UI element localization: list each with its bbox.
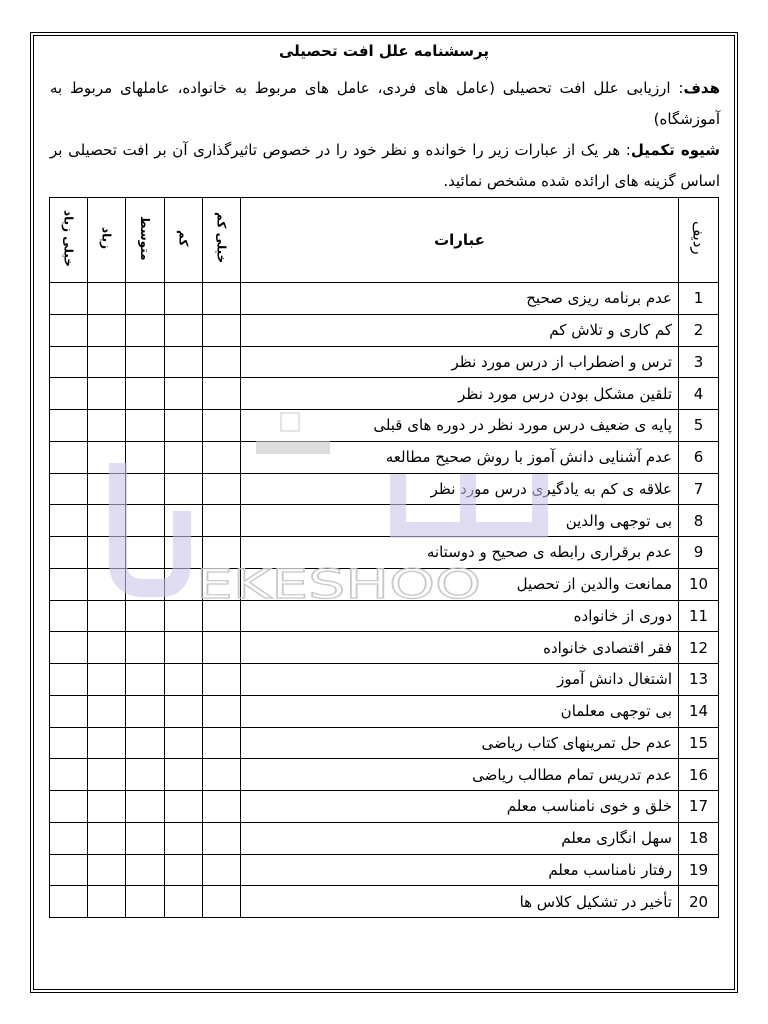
row-number-cell: 20	[679, 886, 719, 918]
statement-cell: کم کاری و تلاش کم	[241, 314, 679, 346]
statement-cell: بی توجهی والدین	[241, 505, 679, 537]
table-row	[50, 759, 719, 791]
rating-cell-medium	[126, 886, 165, 918]
header-row	[50, 198, 719, 283]
row-number-cell: 2	[679, 314, 719, 346]
header-rating-low-label: کم	[176, 229, 191, 247]
rating-cell-medium	[126, 410, 165, 442]
statement-cell: تلقین مشکل بودن درس مورد نظر	[241, 378, 679, 410]
row-number-cell: 19	[679, 854, 719, 886]
rating-cell-low	[165, 759, 203, 791]
rating-cell-low	[165, 441, 203, 473]
rating-cell-very-low	[203, 886, 241, 918]
watermark-text: EKESHOO	[196, 562, 481, 608]
rating-cell-medium	[126, 283, 165, 315]
row-number-cell: 5	[679, 410, 719, 442]
row-number-cell: 16	[679, 759, 719, 791]
row-number-cell: 7	[679, 473, 719, 505]
rating-cell-very-high	[50, 378, 88, 410]
table-row	[50, 441, 719, 473]
row-number-cell: 3	[679, 346, 719, 378]
goal-paragraph	[50, 73, 720, 135]
rating-cell-very-high	[50, 695, 88, 727]
rating-cell-low	[165, 822, 203, 854]
rating-cell-medium	[126, 822, 165, 854]
table-row	[50, 886, 719, 918]
statement-cell: عدم حل تمرینهای کتاب ریاضی	[241, 727, 679, 759]
rating-cell-high	[88, 791, 126, 823]
table-row	[50, 314, 719, 346]
rating-cell-low	[165, 283, 203, 315]
rating-cell-low	[165, 537, 203, 569]
rating-cell-high	[88, 727, 126, 759]
rating-cell-very-low	[203, 378, 241, 410]
rating-cell-medium	[126, 537, 165, 569]
statement-cell: عدم تدریس تمام مطالب ریاضی	[241, 759, 679, 791]
table-row	[50, 632, 719, 664]
table-row	[50, 505, 719, 537]
statement-cell: خلق و خوی نامناسب معلم	[241, 791, 679, 823]
rating-cell-low	[165, 568, 203, 600]
rating-cell-very-low	[203, 600, 241, 632]
table-row	[50, 537, 719, 569]
row-number-cell: 6	[679, 441, 719, 473]
row-number-cell: 14	[679, 695, 719, 727]
rating-cell-medium	[126, 695, 165, 727]
statement-cell: عدم برنامه ریزی صحیح	[241, 283, 679, 315]
rating-cell-low	[165, 314, 203, 346]
rating-cell-very-high	[50, 473, 88, 505]
rating-cell-medium	[126, 505, 165, 537]
statement-cell: ترس و اضطراب از درس مورد نظر	[241, 346, 679, 378]
rating-cell-very-low	[203, 854, 241, 886]
table-row	[50, 283, 719, 315]
rating-cell-medium	[126, 314, 165, 346]
rating-cell-low	[165, 664, 203, 696]
rating-cell-medium	[126, 632, 165, 664]
page-title: پرسشنامه علل افت تحصیلی	[278, 42, 490, 60]
row-number-cell: 11	[679, 600, 719, 632]
statement-cell: تأخیر در تشکیل کلاس ها	[241, 886, 679, 918]
header-statements: عبارات	[241, 198, 679, 283]
table-row	[50, 664, 719, 696]
instructions	[50, 73, 720, 197]
rating-cell-high	[88, 886, 126, 918]
statement-cell: رفتار نامناسب معلم	[241, 854, 679, 886]
rating-cell-very-low	[203, 346, 241, 378]
rating-cell-very-low	[203, 759, 241, 791]
header-rating-very-high-label: خیلی زیاد	[61, 209, 76, 267]
rating-cell-very-low	[203, 473, 241, 505]
rating-cell-high	[88, 568, 126, 600]
header-rating-very-low-label: خیلی کم	[214, 212, 229, 264]
header-rating-very-low	[203, 198, 241, 283]
rating-cell-medium	[126, 473, 165, 505]
rating-cell-low	[165, 791, 203, 823]
rating-cell-high	[88, 410, 126, 442]
rating-cell-very-high	[50, 410, 88, 442]
rating-cell-low	[165, 886, 203, 918]
rating-cell-high	[88, 664, 126, 696]
rating-cell-high	[88, 632, 126, 664]
rating-cell-medium	[126, 346, 165, 378]
row-number-cell: 1	[679, 283, 719, 315]
statement-cell: عدم برقراری رابطه ی صحیح و دوستانه	[241, 537, 679, 569]
table-row	[50, 473, 719, 505]
rating-cell-very-low	[203, 727, 241, 759]
rating-cell-low	[165, 632, 203, 664]
header-rating-medium-label: متوسط	[138, 215, 152, 261]
rating-cell-very-high	[50, 441, 88, 473]
rating-cell-medium	[126, 378, 165, 410]
rating-cell-very-low	[203, 822, 241, 854]
header-rating-low	[165, 198, 203, 283]
statement-cell: سهل انگاری معلم	[241, 822, 679, 854]
rating-cell-high	[88, 441, 126, 473]
rating-cell-medium	[126, 727, 165, 759]
table-row	[50, 378, 719, 410]
goal-label: هدف	[683, 79, 720, 97]
rating-cell-medium	[126, 854, 165, 886]
rating-cell-medium	[126, 664, 165, 696]
row-number-cell: 17	[679, 791, 719, 823]
header-row-number	[679, 198, 719, 283]
rating-cell-high	[88, 346, 126, 378]
row-number-cell: 4	[679, 378, 719, 410]
table-row	[50, 346, 719, 378]
rating-cell-very-high	[50, 346, 88, 378]
row-number-cell: 9	[679, 537, 719, 569]
table-row	[50, 822, 719, 854]
rating-cell-medium	[126, 568, 165, 600]
rating-cell-high	[88, 537, 126, 569]
rating-cell-very-low	[203, 664, 241, 696]
rating-cell-very-high	[50, 568, 88, 600]
rating-cell-medium	[126, 791, 165, 823]
table-header	[50, 198, 719, 283]
rating-cell-low	[165, 410, 203, 442]
rating-cell-low	[165, 854, 203, 886]
rating-cell-very-low	[203, 441, 241, 473]
rating-cell-very-high	[50, 727, 88, 759]
rating-cell-low	[165, 600, 203, 632]
header-rating-high	[88, 198, 126, 283]
statement-cell: ممانعت والدین از تحصیل	[241, 568, 679, 600]
method-label: شیوه تکمیل	[630, 141, 721, 159]
table-row	[50, 854, 719, 886]
rating-cell-very-low	[203, 537, 241, 569]
rating-cell-medium	[126, 759, 165, 791]
rating-cell-medium	[126, 441, 165, 473]
rating-cell-low	[165, 727, 203, 759]
rating-cell-very-high	[50, 632, 88, 664]
rating-cell-high	[88, 378, 126, 410]
table-row	[50, 727, 719, 759]
rating-cell-very-high	[50, 600, 88, 632]
row-number-cell: 12	[679, 632, 719, 664]
rating-cell-very-low	[203, 695, 241, 727]
header-row-number-label: ردیف	[689, 221, 708, 255]
rating-cell-very-high	[50, 283, 88, 315]
header-rating-very-high	[50, 198, 88, 283]
row-number-cell: 10	[679, 568, 719, 600]
header-rating-high-label: زیاد	[99, 226, 114, 250]
method-paragraph	[50, 135, 720, 197]
rating-cell-very-low	[203, 283, 241, 315]
rating-cell-very-high	[50, 854, 88, 886]
rating-cell-medium	[126, 600, 165, 632]
rating-cell-low	[165, 378, 203, 410]
rating-cell-low	[165, 505, 203, 537]
statement-cell: عدم آشنایی دانش آموز با روش صحیح مطالعه	[241, 441, 679, 473]
rating-cell-high	[88, 854, 126, 886]
rating-cell-high	[88, 505, 126, 537]
table-row	[50, 791, 719, 823]
row-number-cell: 15	[679, 727, 719, 759]
row-number-cell: 8	[679, 505, 719, 537]
rating-cell-very-high	[50, 664, 88, 696]
statement-cell: پایه ی ضعیف درس مورد نظر در دوره های قبلی	[241, 410, 679, 442]
table-row	[50, 600, 719, 632]
rating-cell-very-high	[50, 505, 88, 537]
table-row	[50, 410, 719, 442]
rating-cell-very-high	[50, 314, 88, 346]
rating-cell-high	[88, 283, 126, 315]
rating-cell-high	[88, 822, 126, 854]
rating-cell-low	[165, 473, 203, 505]
table-row	[50, 568, 719, 600]
rating-cell-very-high	[50, 886, 88, 918]
statement-cell: بی توجهی معلمان	[241, 695, 679, 727]
rating-cell-very-high	[50, 537, 88, 569]
rating-cell-very-high	[50, 822, 88, 854]
row-number-cell: 18	[679, 822, 719, 854]
rating-cell-high	[88, 473, 126, 505]
statement-cell: دوری از خانواده	[241, 600, 679, 632]
goal-text: : ارزیابی علل افت تحصیلی (عامل های فردی، عامل های مربوط به خانواده، عاملهای مربوط به آموزشگاه)	[50, 79, 720, 128]
rating-cell-very-high	[50, 791, 88, 823]
rating-cell-very-low	[203, 505, 241, 537]
rating-cell-high	[88, 314, 126, 346]
statement-cell: علاقه ی کم به یادگیری درس مورد نظر	[241, 473, 679, 505]
statement-cell: فقر اقتصادی خانواده	[241, 632, 679, 664]
rating-cell-low	[165, 695, 203, 727]
rating-cell-high	[88, 759, 126, 791]
rating-cell-low	[165, 346, 203, 378]
method-text: : هر یک از عبارات زیر را خوانده و نظر خود را در خصوص تاثیرگذاری آن بر افت تحصیلی بر اساس گزینه های ارائده شده مشخص نمائید.	[50, 141, 720, 190]
questionnaire-body	[50, 283, 719, 918]
table-row	[50, 695, 719, 727]
rating-cell-very-low	[203, 791, 241, 823]
rating-cell-very-low	[203, 314, 241, 346]
statement-cell: اشتغال دانش آموز	[241, 664, 679, 696]
questionnaire-table	[49, 197, 719, 918]
rating-cell-very-low	[203, 410, 241, 442]
rating-cell-very-low	[203, 632, 241, 664]
row-number-cell: 13	[679, 664, 719, 696]
rating-cell-high	[88, 600, 126, 632]
header-rating-medium	[126, 198, 165, 283]
rating-cell-very-high	[50, 759, 88, 791]
rating-cell-high	[88, 695, 126, 727]
rating-cell-very-low	[203, 568, 241, 600]
